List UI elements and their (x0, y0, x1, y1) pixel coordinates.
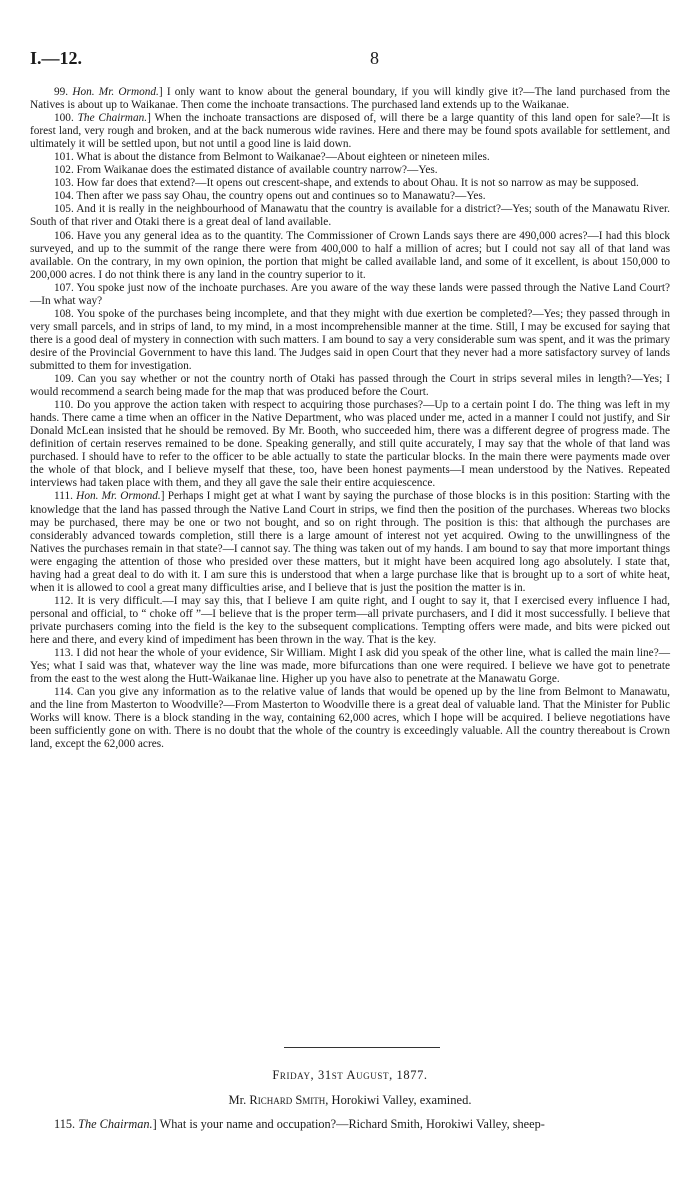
question-text: Do you approve the action taken with respect to acquiring those purchases?—Up to a certain point I do. The thing was left in my hands. There came a time when an officer in the Native Department, who was placed under me, acted in a manner I could not justify, and Sir Donald McLean insisted that he should be removed. By Mr. Booth, who succeeded him, there was a different degree of progress made. The definition of certain reserves remained to be done. Speaking generally, and still quite accurately, I may say that the whole of that land was purchased. I should have to refer to the officer to be able actually to state the particular blocks. In the main there were payments made over the whole of that block, and I believe myself that these, too, have been honest payments—I mean understood by the Natives. Repeated interviews had taken place with them, and they all gave the sale their entire acquiescence. (30, 399, 670, 490)
question-text: Then after we pass say Ohau, the country opens out and continues so to Manawatu?—Yes. (76, 190, 486, 203)
question-text: How far does that extend?—It opens out crescent-shape, and extends to about Ohau. It is not so narrow as may be supposed. (76, 177, 639, 190)
question-paragraph (30, 399, 670, 490)
question-text: I only want to know about the general boundary, if you will kindly give it?—The land purchased from the Natives is about up to Waikanae. Then come the inchoate transactions. The purchased land extends up to the Waikanae. (30, 86, 670, 112)
question-text: From Waikanae does the estimated distance of available country narrow?—Yes. (76, 164, 438, 177)
question-text: Have you any general idea as to the quantity. The Commissioner of Crown Lands says there are 490,000 acres?—I had this block surveyed, and up to the summit of the range there were from 400,000 to half a million of acres; but I could not say all of that land was available. On the contrary, in my own opinion, the portion that might be called available land, and some of it excellent, is about 150,000 to 200,000 acres. I do not think there is any land in the country superior to it. (30, 229, 670, 281)
question-paragraph (30, 203, 670, 229)
witness-name: Richard Smith (249, 1093, 326, 1107)
question-text: You spoke just now of the inchoate purchases. Are you aware of the way these lands were passed through the Native Land Court?—In what way? (30, 281, 671, 307)
question-paragraph: 111. Hon. Mr. Ormond.] Perhaps I might get at what I want by saying the purchase of those blocks is in this position: Starting with the knowledge that the land has passed through the Native Land Court in strips, we find then the position of the purchases. Whereas two blocks may be purchased, there may be one or two not bought, and so on right through. The position is this: that although the purchases are considerably advanced towards completion, still there is a large amount of interest not yet acquired. Owing to the unwillingness of the Natives the purchases remain in that state?—I cannot say. The thing was taken out of my hands. I am bound to say that more important things were engaging the attention of those who presided over these matters, but it might have been acquired long ago absolutely. I state that, having had a great deal to do with it. I am sure this is understood that when a large purchase like that is brought up to a sort of white heat, when it is allowed to cool a great many difficulties arise, and I believe that is just the position the matter is in. (30, 490, 671, 594)
question-number: 106. (54, 229, 74, 242)
question-text: Can you give any information as to the relative value of lands that would be opened up by the line from Belmont to Manawatu, and the line from Masterton to Woodville?—From Masterton to Woodville there is a great deal of valuable land. That the Minister for Public Works will know. There is a block standing in the way, containing 62,000 acres, which I hope will be acquired. I believe negotiations have been sufficiently gone on with. There is no doubt that the whole of the country is exceedingly valuable. All the country thereabout is Crown land, except the 62,000 acres. (30, 686, 670, 751)
question-number: 110. (54, 399, 74, 412)
witness-line (30, 1093, 670, 1108)
question-paragraph (30, 373, 670, 399)
question-paragraph (30, 151, 670, 164)
question-paragraph: 100. The Chairman.] When the inchoate transactions are disposed of, will there be a large quantity of this land open for sale?—It is forest land, very rough and broken, and at the back numerous wide ravines. Here and there may be found spots available for settlement, and ultimately it will be settled upon, but not until a good line is laid down. (30, 112, 671, 151)
question-paragraph (30, 595, 670, 647)
evidence-body (30, 86, 670, 751)
speaker-name: The Chairman. (77, 112, 148, 125)
witness-suffix: , Horokiwi Valley, examined. (325, 1093, 472, 1107)
question-number: 105. (54, 203, 74, 216)
question-number: 113. (54, 647, 74, 660)
question-number: 111. (54, 490, 73, 503)
page-number: 8 (370, 48, 379, 68)
question-text: I did not hear the whole of your evidence, Sir William. Might I ask did you speak of the other line, what is called the main line?—Yes; what I said was that, whatever way the line was made, more bifurcations than one were required. I believe we have got to penetrate from the east to the west along the Hutt-Waikanae line. Higher up you have also to penetrate at the Manawatu Gorge. (30, 647, 671, 686)
question-text: When the inchoate transactions are disposed of, will there be a large quantity of this land open for sale?—It is forest land, very rough and broken, and at the back numerous wide ravines. Here and there may be found spots available for settlement, and ultimately it will be settled upon, but not until a good line is laid down. (30, 112, 671, 151)
question-115: 115. The Chairman.] What is your name and occupation?—Richard Smith, Horokiwi Valley, sheep- (54, 1117, 545, 1131)
question-paragraph (30, 308, 670, 373)
question-paragraph (30, 686, 670, 751)
question-number: 109. (54, 373, 74, 386)
question-paragraph (30, 647, 670, 686)
question-paragraph (30, 282, 670, 308)
question-number: 100. (54, 112, 74, 125)
question-number: 101. (54, 151, 74, 164)
question-text: And it is really in the neighbourhood of Manawatu that the country is available for a district?—Yes; south of the Manawatu River. South of that river and Otaki there is a great deal of land available. (30, 203, 671, 229)
question-paragraph (30, 190, 670, 203)
question-text: Can you say whether or not the country north of Otaki has passed through the Court in strips several miles in length?—Yes; I would recommend a search being made for the map that was produced before the Court. (30, 373, 671, 399)
question-number: 108. (54, 307, 74, 320)
question-number: 103. (54, 177, 74, 190)
question-text: It is very difficult.—I may say this, that I believe I am quite right, and I ought to say it, that I exercised every influence I had, personal and official, to “ choke off ”—I believe that is the proper term—all private purchasers, and I did it most successfully. I believe that private purchasers coming into the field is the key to the subsequent complications. Tempting offers were made, and bits were picked out here and there, and every kind of impediment has been thrown in the way. That is the key. (30, 594, 670, 646)
question-number: 112. (54, 594, 74, 607)
question-number: 114. (54, 686, 74, 699)
page-header (30, 48, 670, 72)
document-reference: I.—12. (30, 48, 83, 68)
question-text: What is about the distance from Belmont to Waikanae?—About eighteen or nineteen miles. (76, 151, 490, 164)
session-date: Friday, 31st August, 1877. (272, 1068, 428, 1082)
speaker-name: Hon. Mr. Ormond. (72, 86, 159, 98)
question-paragraph (30, 164, 670, 177)
question-number: 102. (54, 164, 74, 177)
witness-prefix: Mr. (228, 1093, 247, 1107)
question-paragraph (30, 230, 670, 282)
question-speaker: The Chairman. (78, 1117, 153, 1131)
question-text: Perhaps I might get at what I want by saying the purchase of those blocks is in this position: Starting with the knowledge that the land has passed through the Native Land Court in strips, we find then the position of the purchases. Whereas two blocks may be purchased, there may be one or two not bought, and so on right through. The position is this: that although the purchases are considerably advanced towards completion, still there is a large amount of interest not yet acquired. Owing to the unwillingness of the Natives the purchases remain in that state?—I cannot say. The thing was taken out of my hands. I am bound to say that more important things were engaging the attention of those who presided over these matters, but it might have been acquired long ago absolutely. I state that, having had a great deal to do with it. I am sure this is understood that when a large purchase like that is brought up to a sort of white heat, when it is allowed to cool a great many difficulties arise, and I believe that is just the position the matter is in. (30, 490, 671, 594)
question-text: You spoke of the purchases being incomplete, and that they might with due exertion be completed?—Yes; they passed through in very small parcels, and in strips of land, to my mind, in a most incomprehensible manner at the time. Still, I may be excused for saying that there is a good deal of mystery in connection with such matters. I am bound to say a very considerable sum was spent, and it was the primary desire of the Provincial Government to have this land. The Judges said in open Court that they never had a more satisfactory survey of lands submitted to them for investigation. (30, 307, 671, 372)
question-number: 115. (54, 1117, 76, 1131)
section-divider (284, 1047, 440, 1048)
question-number: 104. (54, 190, 74, 203)
question-text: What is your name and occupation?—Richard Smith, Horokiwi Valley, sheep- (159, 1117, 545, 1131)
question-number: 107. (54, 281, 74, 294)
speaker-name: Hon. Mr. Ormond. (76, 490, 161, 503)
question-paragraph: 99. Hon. Mr. Ormond.] I only want to know about the general boundary, if you will kindly give it?—The land purchased from the Natives is about up to Waikanae. Then come the inchoate transactions. The purchased land extends up to the Waikanae. (30, 86, 670, 112)
question-paragraph (30, 177, 670, 190)
question-number: 99. (54, 86, 69, 98)
